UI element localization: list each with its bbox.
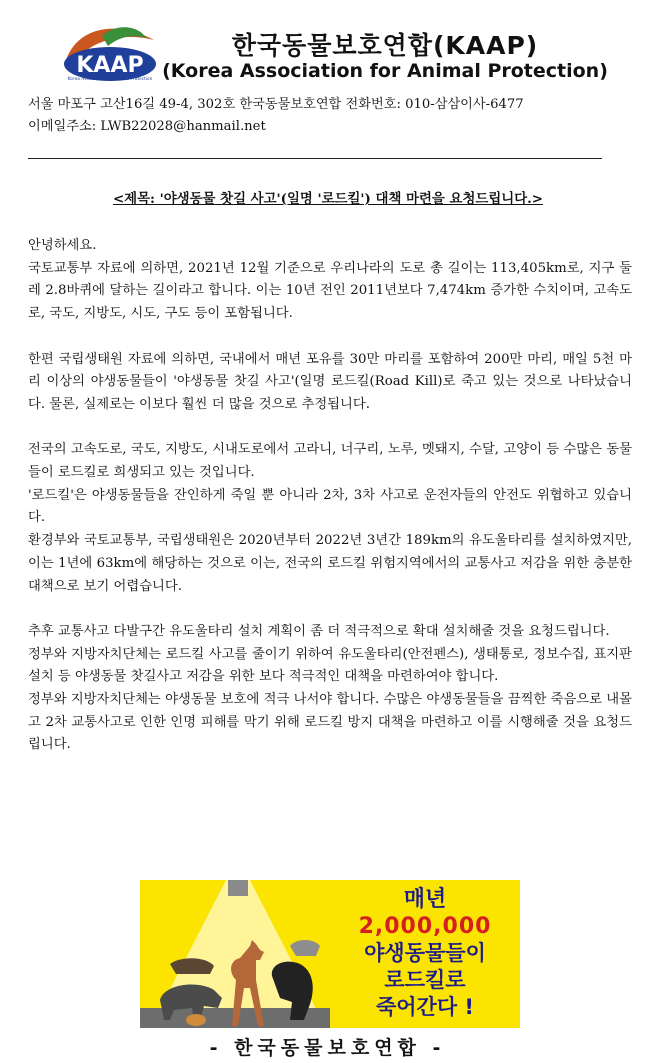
poster-line-1: 매년 (403, 887, 447, 912)
email-line: 이메일주소: LWB22028@hanmail.net (28, 119, 266, 134)
org-name-korean: 한국동물보호연합(KAAP) (231, 31, 539, 60)
contact-block (28, 94, 524, 138)
letter-body (28, 235, 632, 757)
poster-text (330, 886, 520, 1021)
address-line: 서울 마포구 고산16길 49-4, 302호 한국동물보호연합 전화번호: 010-삼삼이사-6477 (28, 97, 524, 112)
paragraph-request-protect: 정부와 지방자치단체는 야생동물 보호에 적극 나서야 합니다. 수많은 야생동물들을 끔찍한 죽음으로 내몰고 2차 교통사고로 인한 인명 피해를 막기 위해 로드킬 방지 대책을 마련하고 이를 시행해줄 것을 요청드립니다. (28, 692, 632, 753)
greeting: 안녕하세요. (28, 238, 97, 253)
raccoon-icon (290, 940, 320, 956)
signature-footer: - 한국동물보호연합 - (209, 1037, 446, 1059)
paragraph-fences: 환경부와 국토교통부, 국립생태원은 2020년부터 2022년 3년간 189km의 유도울타리를 설치하였지만, 이는 1년에 63km에 해당하는 것으로 이는, 전국의 로드킬 위험지역에서의 교통사고 저감을 위한 충분한 대책으로 보기 어렵습니다. (28, 533, 632, 594)
cat-icon (186, 1014, 206, 1026)
paragraph-roadkill-stats: 한편 국립생태원 자료에 의하면, 국내에서 매년 포유를 30만 마리를 포함하여 200만 마리, 매일 5천 마리 이상의 야생동물들이 '야생동물 찻길 사고'(일명 로드킬(Road Kill)로 죽고 있는 것으로 나타났습니다. 물론, 실제로는 이보다 훨씬 더 많을 것으로 추정됩니다. (28, 351, 632, 412)
header-divider (28, 158, 602, 159)
kaap-logo (62, 20, 158, 82)
poster-line-3: 야생동물들이 (364, 941, 486, 965)
paragraph-request-measures: 정부와 지방자치단체는 로드킬 사고를 줄이기 위하여 유도울타리(안전펜스), 생태통로, 정보수집, 표지판 설치 등 야생동물 찻길사고 저감을 위한 보다 적극적인 대책을 마련하여야 합니다. (28, 646, 632, 685)
poster-line-5: 죽어간다 ! (375, 995, 475, 1019)
poster-line-2: 2,000,000 (358, 914, 492, 939)
org-name-english: (Korea Association for Animal Protection) (162, 60, 608, 82)
paragraph-victims: 전국의 고속도로, 국도, 지방도, 시내도로에서 고라니, 너구리, 노루, 멧돼지, 수달, 고양이 등 수많은 동물들이 로드킬로 희생되고 있는 것입니다. (28, 442, 632, 480)
paragraph-driver-risk: '로드킬'은 야생동물들을 잔인하게 죽일 뿐 아니라 2차, 3차 사고로 운전자들의 안전도 위협하고 있습니다. (28, 487, 632, 526)
letterhead (0, 0, 655, 95)
paragraph-request-expand: 추후 교통사고 다발구간 유도울타리 설치 계획이 좀 더 적극적으로 확대 설치해줄 것을 요청드립니다. (28, 623, 610, 639)
paragraph-road-length: 국토교통부 자료에 의하면, 2021년 12월 기준으로 우리나라의 도로 총 길이는 113,405km로, 지구 둘레 2.8바퀴에 달하는 길이라고 합니다. 이는 10년 전인 2011년보다 7,474km 증가한 수치이며, 고속도로, 국도, 지방도, 시도, 구도 등이 포함됩니다. (28, 260, 632, 322)
spotlight-lamp (228, 880, 248, 896)
poster-line-4: 로드킬로 (384, 968, 466, 992)
campaign-poster (140, 880, 520, 1028)
logo-text: KAAP (76, 53, 144, 78)
letter-subject: <제목: '야생동물 찻길 사고'(일명 '로드킬') 대책 마련을 요청드립니다.> (112, 191, 544, 207)
logo-subtext: Korea Association for Animal Protection (67, 77, 153, 82)
